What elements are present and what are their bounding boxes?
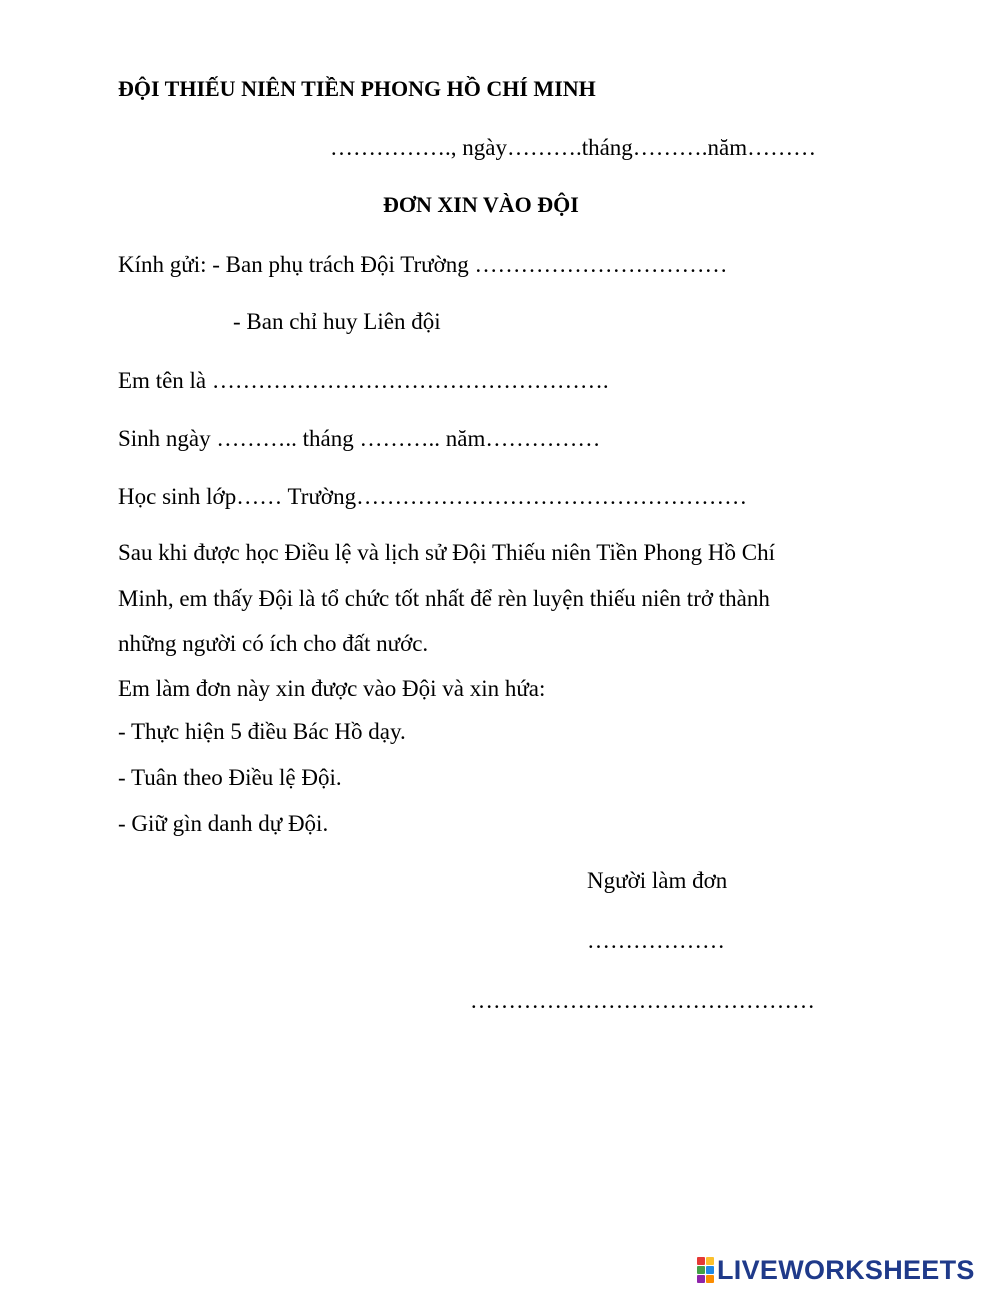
signer-name-dots: ……………………………………… xyxy=(470,988,815,1013)
paragraph-line-2: Minh, em thấy Đội là tổ chức tốt nhất để rèn luyện thiếu niên trở thành xyxy=(118,586,770,611)
logo-block xyxy=(697,1257,705,1265)
logo-block xyxy=(697,1275,705,1283)
logo-block xyxy=(706,1275,714,1283)
organization-heading: ĐỘI THIẾU NIÊN TIỀN PHONG HỒ CHÍ MINH xyxy=(118,76,596,101)
promise-item: - Giữ gìn danh dự Đội. xyxy=(118,811,329,836)
signature-label: Người làm đơn xyxy=(587,868,728,893)
logo-block xyxy=(706,1257,714,1265)
signature-dots: ……………… xyxy=(587,928,725,953)
logo-block xyxy=(706,1266,714,1274)
paragraph-line-1: Sau khi được học Điều lệ và lịch sử Đội Thiếu niên Tiền Phong Hồ Chí xyxy=(118,540,775,565)
class-school-field: Học sinh lớp…… Trường…………………………………………… xyxy=(118,484,748,509)
liveworksheets-logo-icon xyxy=(697,1257,714,1283)
promise-item: - Tuân theo Điều lệ Đội. xyxy=(118,765,342,790)
name-field: Em tên là ……………………………………………. xyxy=(118,368,609,393)
liveworksheets-watermark xyxy=(697,1256,975,1284)
recipient-line-1: Kính gửi: - Ban phụ trách Đội Trường …………………………… xyxy=(118,252,728,277)
birth-date-field: Sinh ngày ……….. tháng ……….. năm…………… xyxy=(118,426,601,451)
request-line: Em làm đơn này xin được vào Đội và xin hứa: xyxy=(118,676,546,701)
paragraph-line-3: những người có ích cho đất nước. xyxy=(118,631,429,656)
promise-item: - Thực hiện 5 điều Bác Hồ dạy. xyxy=(118,719,406,744)
recipient-line-2: - Ban chỉ huy Liên đội xyxy=(233,309,441,334)
place-date-line: ……………., ngày……….tháng……….năm……… xyxy=(330,135,817,160)
document-title: ĐƠN XIN VÀO ĐỘI xyxy=(383,192,579,217)
logo-block xyxy=(697,1266,705,1274)
watermark-text: LIVEWORKSHEETS xyxy=(717,1255,975,1285)
